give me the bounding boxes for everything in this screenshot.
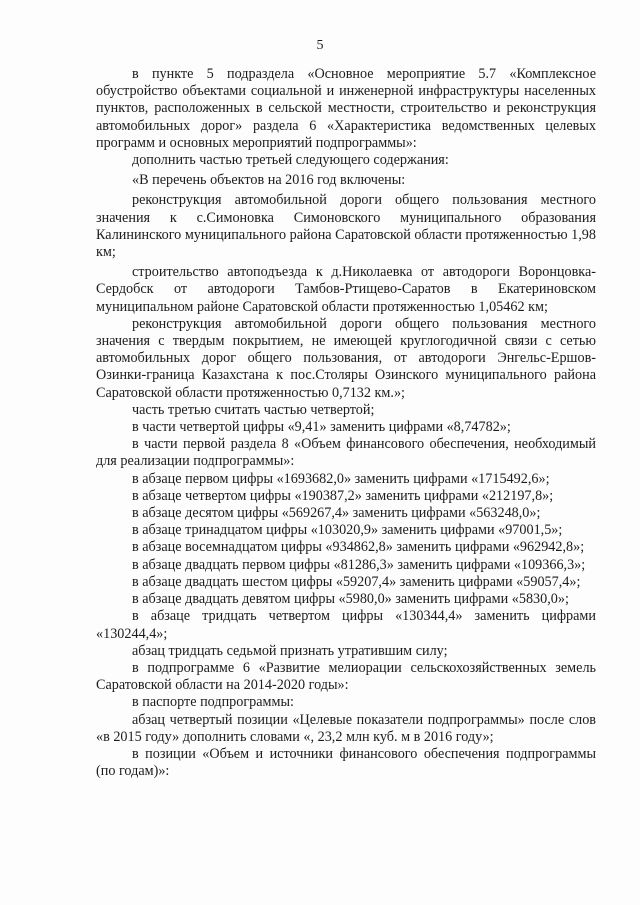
- paragraph: в подпрограмме 6 «Развитие мелиорации сельскохозяйственных земель Саратовской области на 2014-2020 годы»:: [96, 659, 596, 694]
- paragraph: в абзаце двадцать девятом цифры «5980,0» заменить цифрами «5830,0»;: [132, 591, 569, 608]
- paragraph: в абзаце первом цифры «1693682,0» заменить цифрами «1715492,6»;: [132, 470, 550, 487]
- paragraph: в абзаце двадцать шестом цифры «59207,4» заменить цифрами «59057,4»;: [132, 573, 581, 590]
- page-number: 5: [316, 38, 324, 53]
- paragraph: в абзаце двадцать первом цифры «81286,3» заменить цифрами «109366,3»;: [132, 556, 586, 573]
- paragraph: в абзаце десятом цифры «569267,4» заменить цифрами «563248,0»;: [132, 505, 541, 522]
- paragraph: реконструкция автомобильной дороги общего пользования местного значения к с.Симоновка Симоновского муниципального образования Калининского муниципального района Саратовской области протяженностью 1,98 км;: [96, 192, 596, 261]
- paragraph: абзац тридцать седьмой признать утратившим силу;: [132, 642, 448, 659]
- paragraph: «В перечень объектов на 2016 год включены:: [132, 172, 406, 189]
- paragraph: в абзаце восемнадцатом цифры «934862,8» заменить цифрами «962942,8»;: [132, 539, 585, 556]
- paragraph: абзац четвертый позиции «Целевые показатели подпрограммы» после слов «в 2015 году» дополнить словами «, 23,2 млн куб. м в 2016 году»;: [96, 711, 596, 745]
- paragraph: в части четвертой цифры «9,41» заменить цифрами «8,74782»;: [132, 419, 511, 436]
- paragraph: в позиции «Объем и источники финансового обеспечения подпрограммы (по годам)»:: [96, 745, 596, 780]
- paragraph: строительство автоподъезда к д.Николаевка от автодороги Воронцовка-Сердобск от автодороги Тамбов-Ртищево-Саратов в Екатериновском муниципальном районе Саратовской области протяженностью 1,05462 км;: [96, 264, 596, 315]
- paragraph: в паспорте подпрограммы:: [132, 694, 294, 711]
- document-body: [96, 66, 596, 780]
- paragraph: в абзаце четвертом цифры «190387,2» заменить цифрами «212197,8»;: [132, 487, 554, 504]
- paragraph: в пункте 5 подраздела «Основное мероприятие 5.7 «Комплексное обустройство объектами социальной и инженерной инфраструктуры населенных пунктов, расположенных в сельской местности, строительство и реконструкция автомобильных дорог» раздела 6 «Характеристика ведомственных целевых программ и основных мероприятий подпрограммы»:: [96, 66, 596, 151]
- paragraph: реконструкция автомобильной дороги общего пользования местного значения с твердым покрытием, не имеющей круглогодичной связи с сетью автомобильных дорог общего пользования, от автодороги Энгельс-Ершов-Озинки-граница Казахстана к пос.Столяры Озинского муниципального района Саратовской области протяженностью 0,7132 км.»;: [96, 315, 596, 401]
- paragraph: в части первой раздела 8 «Объем финансового обеспечения, необходимый для реализации подпрограммы»:: [96, 436, 596, 470]
- paragraph: дополнить частью третьей следующего содержания:: [132, 152, 449, 169]
- paragraph: часть третью считать частью четвертой;: [132, 401, 375, 418]
- paragraph: в абзаце тридцать четвертом цифры «130344,4» заменить цифрами «130244,4»;: [96, 608, 596, 642]
- paragraph: в абзаце тринадцатом цифры «103020,9» заменить цифрами «97001,5»;: [132, 522, 563, 539]
